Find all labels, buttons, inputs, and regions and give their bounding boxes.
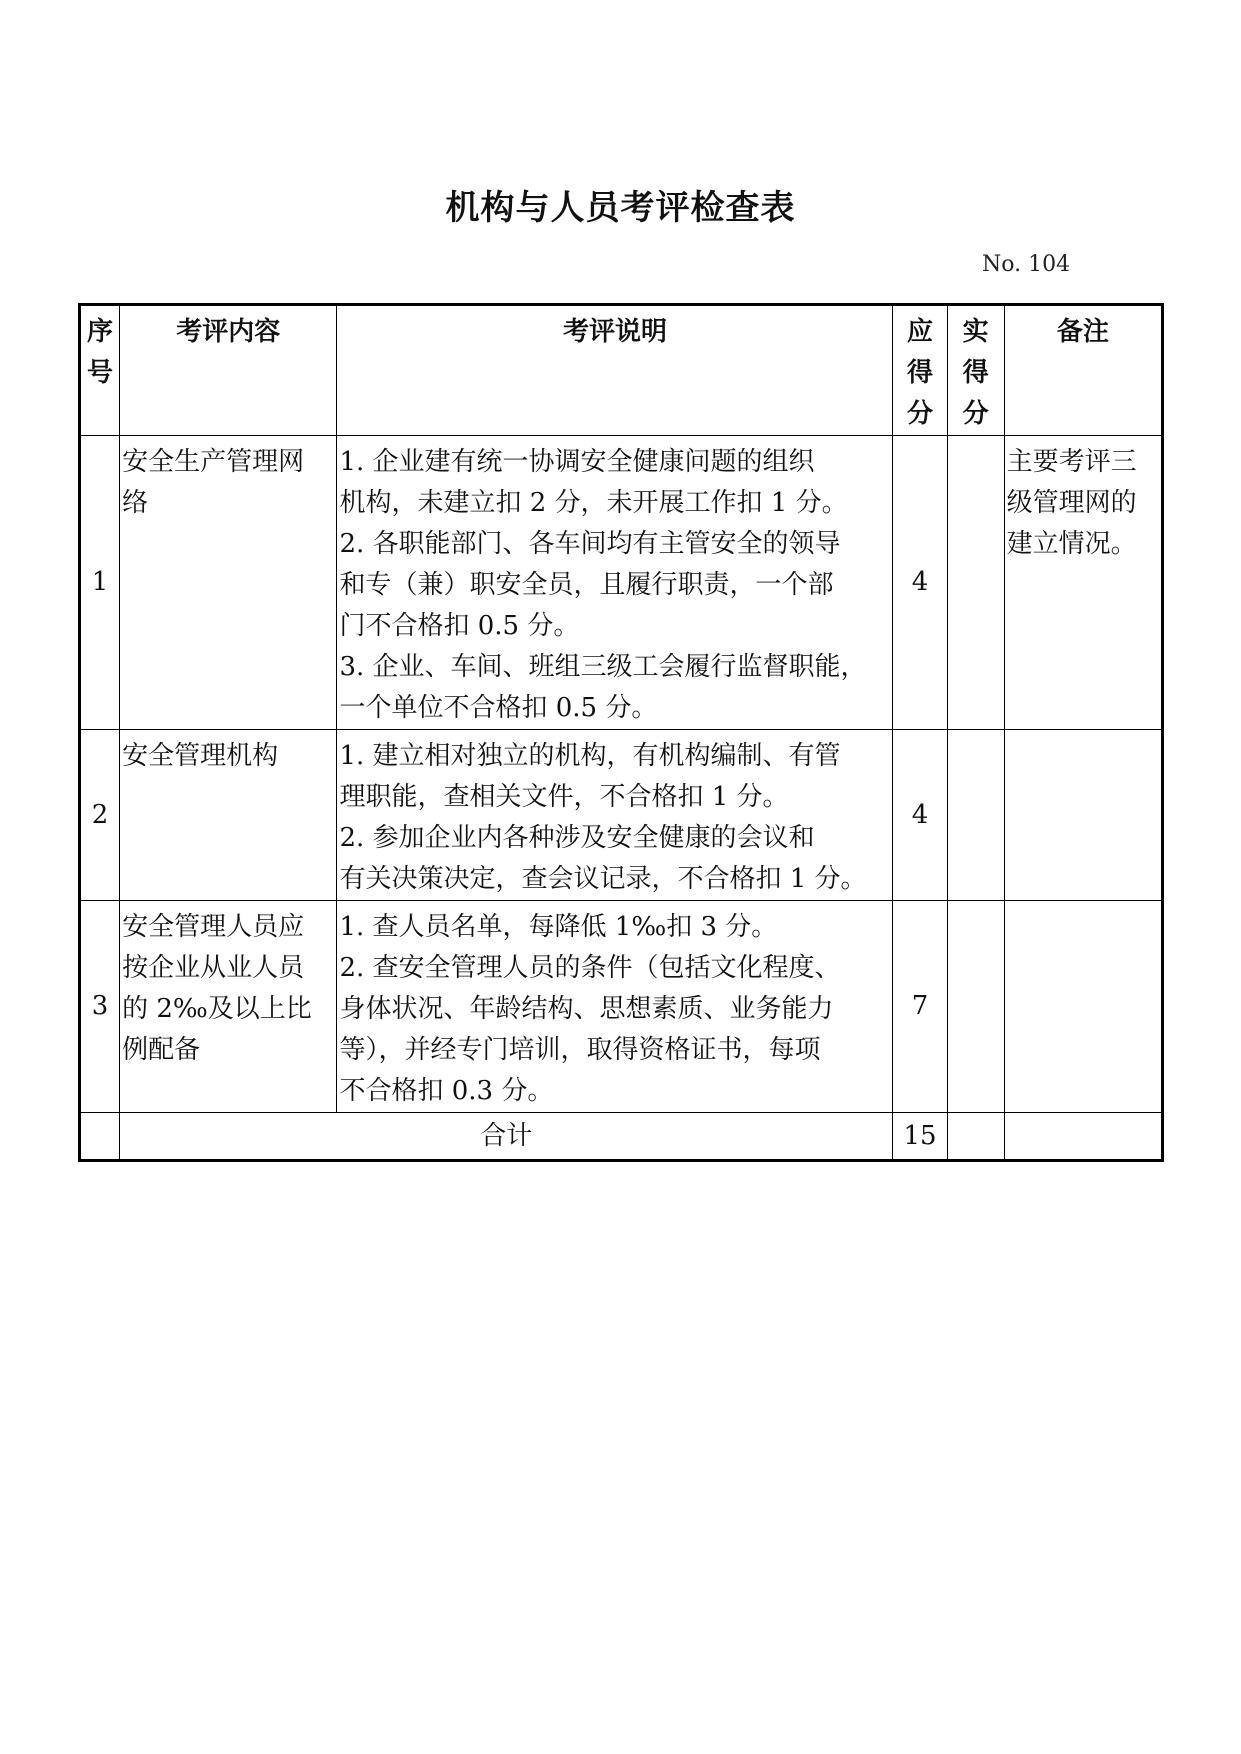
row-should-score: 4 [893, 436, 947, 730]
row-content: 安全管理人员应 按企业从业人员 的 2‰及以上比 例配备 [120, 901, 337, 1113]
total-note [1004, 1113, 1162, 1161]
row-actual-score[interactable] [947, 436, 1004, 730]
total-seq-cell [80, 1113, 120, 1161]
row-seq: 2 [80, 730, 120, 901]
row-content: 安全生产管理网 络 [120, 436, 337, 730]
header-seq: 序 号 [80, 305, 120, 436]
row-content: 安全管理机构 [120, 730, 337, 901]
header-description: 考评说明 [337, 305, 893, 436]
row-description: 1. 建立相对独立的机构，有机构编制、有管 理职能，查相关文件，不合格扣 1 分。 2. 参加企业内各种涉及安全健康的会议和 有关决策决定，查会议记录，不合格扣 1 分。 [337, 730, 893, 901]
table-row [80, 901, 1163, 1113]
total-row [80, 1113, 1163, 1161]
table-row [80, 730, 1163, 901]
page-title: 机构与人员考评检查表 [445, 188, 796, 228]
row-note [1004, 730, 1162, 901]
row-actual-score[interactable] [947, 901, 1004, 1113]
row-description: 1. 企业建有统一协调安全健康问题的组织 机构，未建立扣 2 分，未开展工作扣 1 分。 2. 各职能部门、各车间均有主管安全的领导 和专（兼）职安全员，且履行职责，一个部 门不合格扣 0.5 分。 3. 企业、车间、班组三级工会履行监督职能， 一个单位不合格扣 0.5 分。 [337, 436, 893, 730]
total-label: 合计 [120, 1113, 893, 1161]
row-note [1004, 901, 1162, 1113]
total-should-score: 15 [893, 1113, 947, 1161]
header-content: 考评内容 [120, 305, 337, 436]
header-should-score: 应 得 分 [893, 305, 947, 436]
total-actual-score[interactable] [947, 1113, 1004, 1161]
table-header-row [80, 305, 1163, 436]
document-number: No. 104 [982, 252, 1071, 277]
table-row [80, 436, 1163, 730]
evaluation-table [78, 303, 1164, 1162]
row-should-score: 7 [893, 901, 947, 1113]
header-actual-score: 实 得 分 [947, 305, 1004, 436]
row-description: 1. 查人员名单，每降低 1‰扣 3 分。 2. 查安全管理人员的条件（包括文化程度、 身体状况、年龄结构、思想素质、业务能力 等），并经专门培训，取得资格证书，每项 不合格扣 0.3 分。 [337, 901, 893, 1113]
row-actual-score[interactable] [947, 730, 1004, 901]
row-seq: 1 [80, 436, 120, 730]
row-seq: 3 [80, 901, 120, 1113]
row-note: 主要考评三 级管理网的 建立情况。 [1004, 436, 1162, 730]
header-note: 备注 [1004, 305, 1162, 436]
row-should-score: 4 [893, 730, 947, 901]
